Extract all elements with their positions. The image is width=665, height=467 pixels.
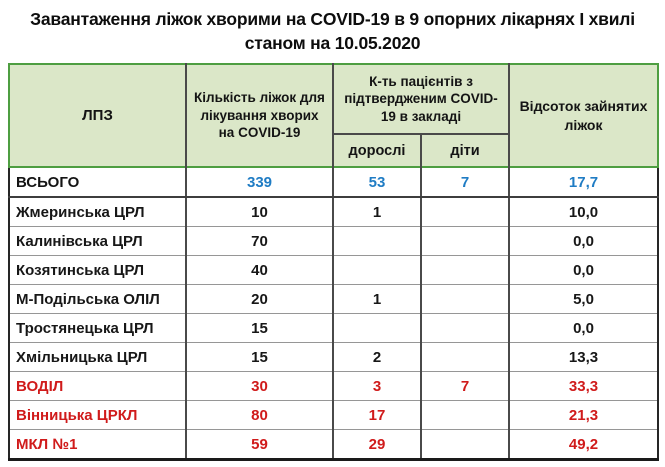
table-row xyxy=(9,256,658,285)
table-row xyxy=(9,227,658,256)
adults-value: 1 xyxy=(333,197,421,227)
table-body xyxy=(9,167,658,460)
children-value: 7 xyxy=(421,167,509,197)
hospital-name: ВОДІЛ xyxy=(9,372,186,401)
children-value xyxy=(421,314,509,343)
adults-value xyxy=(333,227,421,256)
beds-value: 10 xyxy=(186,197,333,227)
children-value xyxy=(421,197,509,227)
children-value xyxy=(421,401,509,430)
percent-value: 10,0 xyxy=(509,197,658,227)
beds-value: 20 xyxy=(186,285,333,314)
hospital-name: Хмільницька ЦРЛ xyxy=(9,343,186,372)
table-row-alert xyxy=(9,372,658,401)
percent-value: 0,0 xyxy=(509,256,658,285)
beds-value: 80 xyxy=(186,401,333,430)
percent-value: 21,3 xyxy=(509,401,658,430)
table-row-total xyxy=(9,167,658,197)
hospital-name: Козятинська ЦРЛ xyxy=(9,256,186,285)
beds-value: 15 xyxy=(186,343,333,372)
header-beds: Кількість ліжок для лікування хворих на COVID-19 xyxy=(186,64,333,167)
header-percent: Відсоток зайнятих ліжок xyxy=(509,64,658,167)
header-children: діти xyxy=(421,134,509,167)
percent-value: 17,7 xyxy=(509,167,658,197)
covid-beds-table xyxy=(8,63,657,461)
table-row-alert xyxy=(9,430,658,460)
header-lpz: ЛПЗ xyxy=(9,64,186,167)
children-value xyxy=(421,285,509,314)
percent-value: 0,0 xyxy=(509,227,658,256)
adults-value: 53 xyxy=(333,167,421,197)
table-row xyxy=(9,285,658,314)
adults-value: 3 xyxy=(333,372,421,401)
children-value xyxy=(421,343,509,372)
beds-value: 40 xyxy=(186,256,333,285)
table-header xyxy=(9,64,658,167)
percent-value: 5,0 xyxy=(509,285,658,314)
page-title xyxy=(0,0,665,55)
header-adults: дорослі xyxy=(333,134,421,167)
beds-value: 30 xyxy=(186,372,333,401)
children-value xyxy=(421,256,509,285)
beds-value: 70 xyxy=(186,227,333,256)
children-value xyxy=(421,430,509,460)
table-row xyxy=(9,314,658,343)
percent-value: 49,2 xyxy=(509,430,658,460)
table-row-alert xyxy=(9,401,658,430)
children-value: 7 xyxy=(421,372,509,401)
table-row xyxy=(9,343,658,372)
adults-value xyxy=(333,256,421,285)
percent-value: 0,0 xyxy=(509,314,658,343)
beds-value: 59 xyxy=(186,430,333,460)
title-line-2: станом на 10.05.2020 xyxy=(244,33,421,54)
beds-value: 15 xyxy=(186,314,333,343)
adults-value: 17 xyxy=(333,401,421,430)
beds-value: 339 xyxy=(186,167,333,197)
table-row xyxy=(9,197,658,227)
hospital-name: М-Подільська ОЛІЛ xyxy=(9,285,186,314)
hospital-name: МКЛ №1 xyxy=(9,430,186,460)
adults-value xyxy=(333,314,421,343)
adults-value: 29 xyxy=(333,430,421,460)
hospital-name: Калинівська ЦРЛ xyxy=(9,227,186,256)
hospital-name: Жмеринська ЦРЛ xyxy=(9,197,186,227)
hospital-name: ВСЬОГО xyxy=(9,167,186,197)
percent-value: 13,3 xyxy=(509,343,658,372)
hospital-name: Вінницька ЦРКЛ xyxy=(9,401,186,430)
children-value xyxy=(421,227,509,256)
percent-value: 33,3 xyxy=(509,372,658,401)
title-line-1: Завантаження ліжок хворими на COVID-19 в 9 опорних лікарнях І хвилі xyxy=(30,9,635,29)
header-patients-group: К-ть пацієнтів з підтвердженим COVID-19 в закладі xyxy=(333,64,509,134)
adults-value: 1 xyxy=(333,285,421,314)
adults-value: 2 xyxy=(333,343,421,372)
hospital-name: Тростянецька ЦРЛ xyxy=(9,314,186,343)
